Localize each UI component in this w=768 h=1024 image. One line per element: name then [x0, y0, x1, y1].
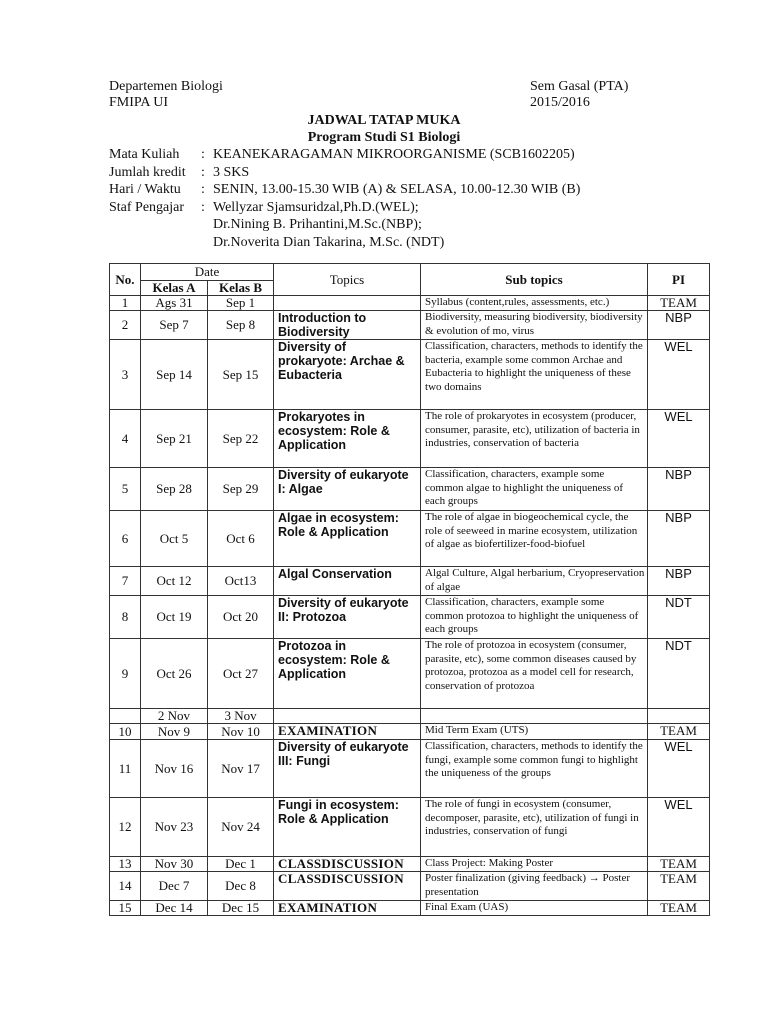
cell-kelas-b: Sep 15	[208, 340, 274, 410]
cell-no: 4	[110, 410, 141, 468]
cell-kelas-b: Oct 27	[208, 639, 274, 709]
header-date: Date	[141, 264, 274, 281]
semester-label: Sem Gasal (PTA)	[530, 79, 629, 94]
academic-year: 2015/2016	[530, 95, 590, 110]
table-row	[110, 857, 710, 872]
cell-subtopic	[421, 709, 648, 724]
table-row	[110, 511, 710, 567]
cell-kelas-b: Oct 20	[208, 596, 274, 639]
cell-subtopic: The role of protozoa in ecosystem (consumer, parasite, etc), some common diseases caused by protozoa, protozoa as a model cell for research, conservation of protozoa	[421, 639, 648, 709]
cell-pi: NDT	[648, 596, 710, 639]
faculty-name: FMIPA UI	[109, 95, 169, 110]
cell-kelas-a: Nov 23	[141, 798, 208, 857]
cell-kelas-a: Dec 7	[141, 872, 208, 901]
cell-subtopic: Classification, characters, methods to identify the bacteria, example some common Archae and Eubacteria to highlight the uniqueness of these two domains	[421, 340, 648, 410]
staff-row	[109, 199, 580, 217]
colon: :	[201, 199, 205, 215]
cell-kelas-b: Dec 8	[208, 872, 274, 901]
table-row	[110, 567, 710, 596]
cell-subtopic: The role of algae in biogeochemical cycle, the role of seeweed in marine ecosystem, utilization of algae as biofertilizer-food-biofuel	[421, 511, 648, 567]
cell-topic	[274, 709, 421, 724]
header-subtopics: Sub topics	[421, 264, 648, 296]
cell-no	[110, 709, 141, 724]
cell-subtopic: Syllabus (content,rules, assessments, etc.)	[421, 296, 648, 311]
cell-pi: TEAM	[648, 901, 710, 916]
cell-pi: TEAM	[648, 857, 710, 872]
cell-kelas-b: 3 Nov	[208, 709, 274, 724]
course-label: Mata Kuliah	[109, 147, 180, 162]
department-name: Departemen Biologi	[109, 79, 223, 94]
table-row	[110, 901, 710, 916]
cell-subtopic: Class Project: Making Poster	[421, 857, 648, 872]
cell-kelas-b: Sep 8	[208, 311, 274, 340]
cell-subtopic: Classification, characters, methods to identify the fungi, example some common fungi to highlight the uniqueness of the groups	[421, 740, 648, 798]
time-value: SENIN, 13.00-15.30 WIB (A) & SELASA, 10.00-12.30 WIB (B)	[213, 182, 581, 197]
cell-no: 15	[110, 901, 141, 916]
cell-subtopic: The role of prokaryotes in ecosystem (producer, consumer, parasite, etc), utilization of bacteria in industries, conservation of bacteria	[421, 410, 648, 468]
cell-subtopic: Classification, characters, example some common algae to highlight the uniqueness of each groups	[421, 468, 648, 511]
cell-no: 7	[110, 567, 141, 596]
cell-kelas-b: Sep 1	[208, 296, 274, 311]
cell-topic: CLASSDISCUSSION	[274, 872, 421, 901]
header-kelas-b: Kelas B	[208, 281, 274, 296]
cell-no: 12	[110, 798, 141, 857]
cell-kelas-b: Nov 17	[208, 740, 274, 798]
cell-kelas-a: Oct 12	[141, 567, 208, 596]
cell-kelas-a: 2 Nov	[141, 709, 208, 724]
staff-member: Wellyzar Sjamsuridzal,Ph.D.(WEL);	[213, 199, 419, 215]
cell-pi: TEAM	[648, 872, 710, 901]
credit-label: Jumlah kredit	[109, 164, 186, 180]
cell-pi: WEL	[648, 410, 710, 468]
cell-topic: EXAMINATION	[274, 724, 421, 740]
schedule-table	[109, 263, 710, 916]
cell-no: 14	[110, 872, 141, 901]
table-row	[110, 340, 710, 410]
cell-subtopic: The role of fungi in ecosystem (consumer, decomposer, parasite, etc), utilization of fungi in industries, conservation of fungi	[421, 798, 648, 857]
cell-kelas-a: Sep 28	[141, 468, 208, 511]
cell-kelas-a: Oct 19	[141, 596, 208, 639]
document-title: JADWAL TATAP MUKA	[307, 113, 461, 128]
cell-pi: TEAM	[648, 296, 710, 311]
colon: :	[201, 182, 205, 197]
cell-no: 3	[110, 340, 141, 410]
cell-topic	[274, 296, 421, 311]
time-label: Hari / Waktu	[109, 182, 181, 197]
cell-topic: Diversity of prokaryote: Archae & Eubacteria	[274, 340, 421, 410]
cell-topic: Fungi in ecosystem: Role & Application	[274, 798, 421, 857]
header-pi: PI	[648, 264, 710, 296]
cell-subtopic: Biodiversity, measuring biodiversity, biodiversity & evolution of mo, virus	[421, 311, 648, 340]
header-topics: Topics	[274, 264, 421, 296]
cell-subtopic: Mid Term Exam (UTS)	[421, 724, 648, 740]
cell-no: 11	[110, 740, 141, 798]
cell-no: 10	[110, 724, 141, 740]
table-row	[110, 872, 710, 901]
course-row	[109, 146, 580, 164]
cell-topic: Diversity of eukaryote II: Protozoa	[274, 596, 421, 639]
cell-topic: Algal Conservation	[274, 567, 421, 596]
cell-topic: Introduction to Biodiversity	[274, 311, 421, 340]
program-title: Program Studi S1 Biologi	[307, 130, 461, 145]
colon: :	[201, 147, 205, 162]
table-row	[110, 740, 710, 798]
cell-pi: NBP	[648, 567, 710, 596]
credit-row	[109, 164, 580, 182]
cell-pi: NBP	[648, 468, 710, 511]
cell-pi: NBP	[648, 311, 710, 340]
header-left	[109, 79, 223, 111]
cell-kelas-b: Sep 29	[208, 468, 274, 511]
cell-topic: Diversity of eukaryote III: Fungi	[274, 740, 421, 798]
table-row	[110, 468, 710, 511]
cell-kelas-b: Oct13	[208, 567, 274, 596]
course-value: KEANEKARAGAMAN MIKROORGANISME (SCB1602205)	[213, 147, 575, 162]
staff-member: Dr.Noverita Dian Takarina, M.Sc. (NDT)	[213, 234, 445, 250]
cell-kelas-b: Nov 10	[208, 724, 274, 740]
cell-kelas-a: Sep 14	[141, 340, 208, 410]
cell-kelas-a: Sep 21	[141, 410, 208, 468]
table-row	[110, 410, 710, 468]
cell-kelas-a: Nov 9	[141, 724, 208, 740]
cell-kelas-a: Dec 14	[141, 901, 208, 916]
header-right	[530, 79, 628, 111]
cell-topic: Prokaryotes in ecosystem: Role & Application	[274, 410, 421, 468]
cell-topic: Algae in ecosystem: Role & Application	[274, 511, 421, 567]
table-row	[110, 724, 710, 740]
cell-no: 13	[110, 857, 141, 872]
cell-kelas-b: Sep 22	[208, 410, 274, 468]
cell-pi: NBP	[648, 511, 710, 567]
table-row	[110, 596, 710, 639]
cell-kelas-a: Oct 5	[141, 511, 208, 567]
cell-kelas-b: Oct 6	[208, 511, 274, 567]
cell-kelas-b: Dec 1	[208, 857, 274, 872]
cell-no: 6	[110, 511, 141, 567]
table-row	[110, 798, 710, 857]
table-row	[110, 639, 710, 709]
cell-topic: CLASSDISCUSSION	[274, 857, 421, 872]
cell-kelas-b: Nov 24	[208, 798, 274, 857]
cell-pi: WEL	[648, 340, 710, 410]
cell-kelas-a: Sep 7	[141, 311, 208, 340]
cell-topic: EXAMINATION	[274, 901, 421, 916]
staff-member: Dr.Nining B. Prihantini,M.Sc.(NBP);	[213, 217, 422, 232]
cell-kelas-a: Nov 30	[141, 857, 208, 872]
cell-subtopic: Algal Culture, Algal herbarium, Cryopreservation of algae	[421, 567, 648, 596]
cell-pi: WEL	[648, 798, 710, 857]
cell-pi: NDT	[648, 639, 710, 709]
schedule-body	[110, 296, 710, 916]
cell-subtopic: Poster finalization (giving feedback) → Poster presentation	[421, 872, 648, 901]
credit-value: 3 SKS	[213, 164, 250, 180]
time-row	[109, 181, 580, 199]
header-kelas-a: Kelas A	[141, 281, 208, 296]
cell-subtopic: Classification, characters, example some common protozoa to highlight the uniqueness of each groups	[421, 596, 648, 639]
table-row	[110, 296, 710, 311]
table-row	[110, 311, 710, 340]
cell-kelas-b: Dec 15	[208, 901, 274, 916]
cell-kelas-a: Oct 26	[141, 639, 208, 709]
cell-pi	[648, 709, 710, 724]
staff-label: Staf Pengajar	[109, 199, 185, 215]
cell-no: 5	[110, 468, 141, 511]
cell-no: 9	[110, 639, 141, 709]
cell-no: 2	[110, 311, 141, 340]
cell-topic: Diversity of eukaryote I: Algae	[274, 468, 421, 511]
cell-topic: Protozoa in ecosystem: Role & Application	[274, 639, 421, 709]
cell-no: 1	[110, 296, 141, 311]
cell-pi: TEAM	[648, 724, 710, 740]
colon: :	[201, 164, 205, 180]
cell-no: 8	[110, 596, 141, 639]
cell-subtopic: Final Exam (UAS)	[421, 901, 648, 916]
cell-kelas-a: Ags 31	[141, 296, 208, 311]
cell-kelas-a: Nov 16	[141, 740, 208, 798]
course-info	[109, 146, 580, 251]
header-no: No.	[110, 264, 141, 296]
table-row	[110, 709, 710, 724]
cell-pi: WEL	[648, 740, 710, 798]
